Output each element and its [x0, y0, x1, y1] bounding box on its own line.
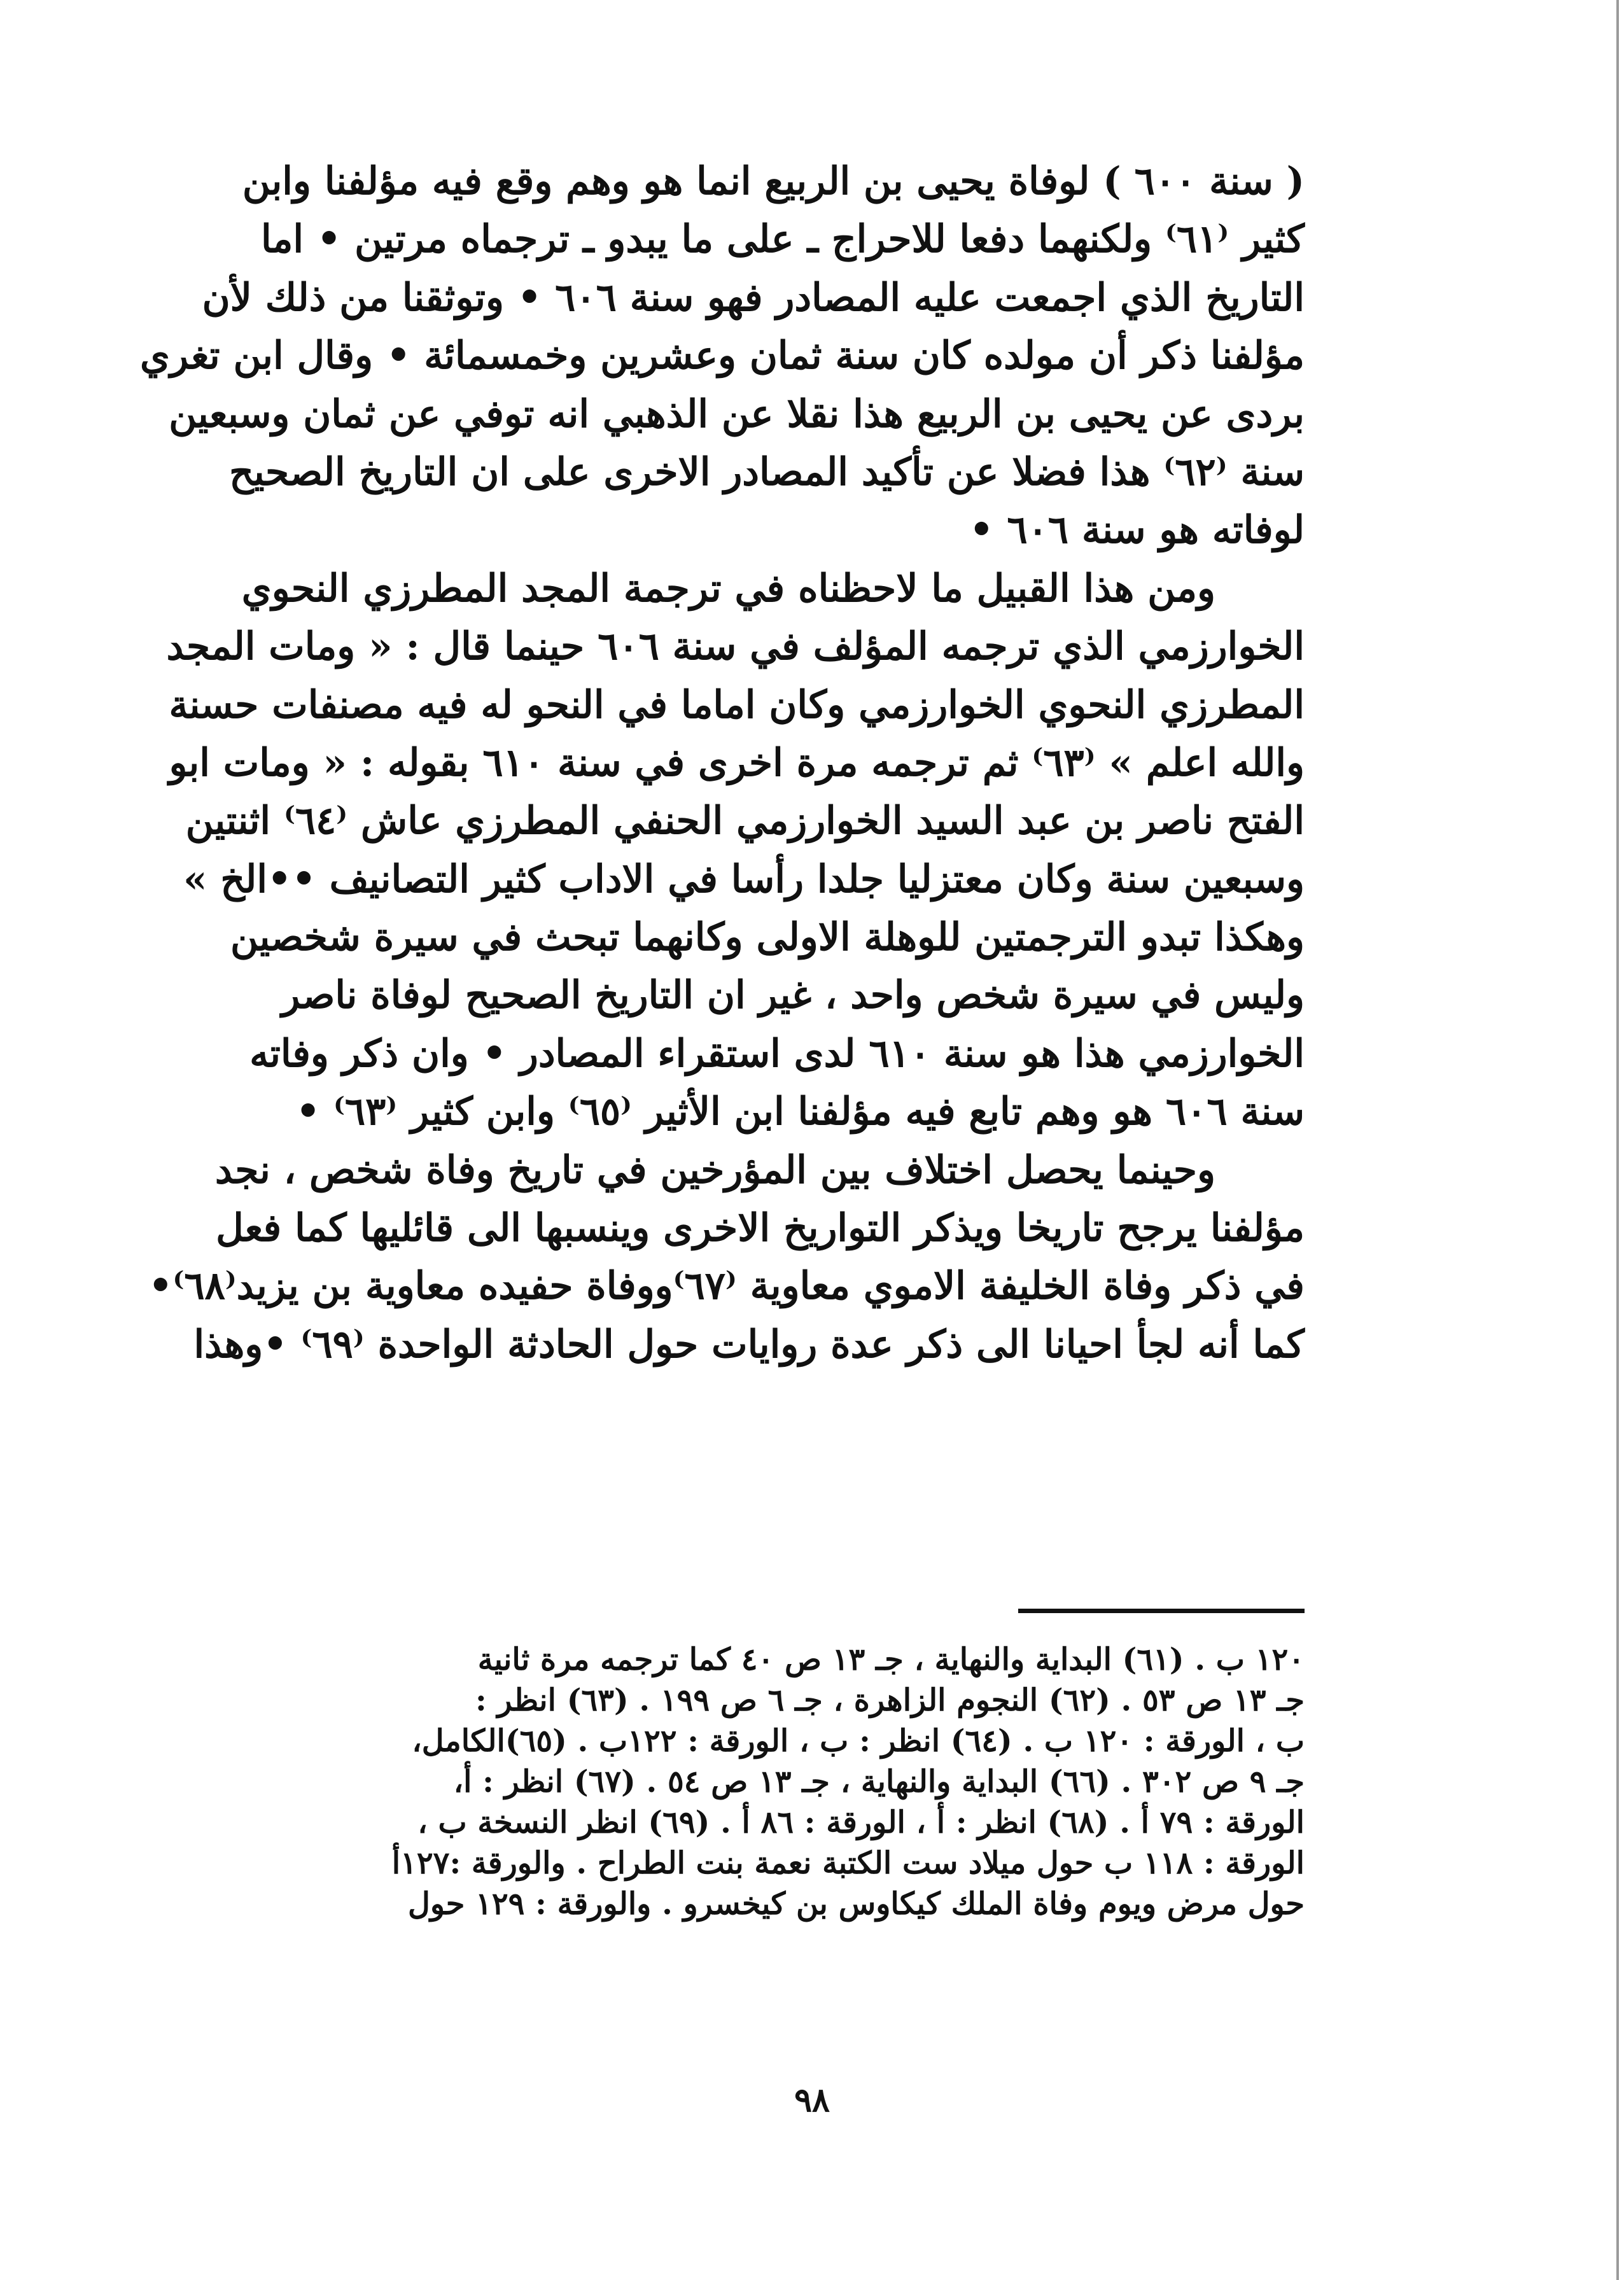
- text-line: الخوارزمي الذي ترجمه المؤلف في سنة ٦٠٦ حينما قال : « ومات المجد: [166, 624, 1305, 669]
- text-line: بردى عن يحيى بن الربيع هذا نقلا عن الذهبي انه توفي عن ثمان وسبعين: [169, 391, 1305, 437]
- text-line: كثير ⁽٦١⁾ ولكنهما دفعا للاحراج ـ على ما يبدو ـ ترجماه مرتين • اما: [260, 217, 1305, 262]
- footnote-line: ١٢٠ ب . (٦١) البداية والنهاية ، جـ ١٣ ص ٤٠ كما ترجمه مرة ثانية: [477, 1642, 1305, 1677]
- text-line: وحينما يحصل اختلاف بين المؤرخين في تاريخ وفاة شخص ، نجد: [214, 1147, 1215, 1192]
- text-line: والله اعلم » ⁽٦٣⁾ ثم ترجمه مرة اخرى في سنة ٦١٠ بقوله : « ومات ابو: [169, 740, 1305, 785]
- text-line: لوفاته هو سنة ٦٠٦ •: [969, 508, 1305, 553]
- text-line: ومن هذا القبيل ما لاحظناه في ترجمة المجد المطرزي النحوي: [241, 566, 1215, 611]
- text-line: الفتح ناصر بن عبد السيد الخوارزمي الحنفي المطرزي عاش ⁽٦٤⁾ اثنتين: [185, 799, 1305, 844]
- page-edge-line: [1616, 0, 1619, 2280]
- text-line: المطرزي النحوي الخوارزمي وكان اماما في النحو له فيه مصنفات حسنة: [169, 682, 1305, 727]
- page-number: ٩٨: [794, 2081, 830, 2120]
- text-line: وهكذا تبدو الترجمتين للوهلة الاولى وكانهما تبحث في سيرة شخصين: [230, 915, 1305, 960]
- text-line: وليس في سيرة شخص واحد ، غير ان التاريخ الصحيح لوفاة ناصر: [281, 973, 1305, 1018]
- footnote-line: حول مرض ويوم وفاة الملك كيكاوس بن كيخسرو . والورقة : ١٢٩ حول: [408, 1886, 1305, 1922]
- text-line: سنة ⁽٦٢⁾ هذا فضلا عن تأكيد المصادر الاخرى على ان التاريخ الصحيح: [229, 449, 1305, 494]
- text-line: الخوارزمي هذا هو سنة ٦١٠ لدى استقراء المصادر • وان ذكر وفاته: [249, 1031, 1305, 1076]
- paragraph-3: [148, 1142, 1305, 1374]
- text-line: ( سنة ٦٠٠ ) لوفاة يحيى بن الربيع انما هو وهم وقع فيه مؤلفنا وابن: [242, 159, 1305, 204]
- text-line: في ذكر وفاة الخليفة الاموي معاوية ⁽٦٧⁾ووفاة حفيده معاوية بن يزيد⁽٦٨⁾•: [148, 1264, 1305, 1309]
- main-text: [140, 153, 1305, 1374]
- text-line: مؤلفنا يرجح تاريخا ويذكر التواريخ الاخرى وينسبها الى قائليها كما فعل: [216, 1206, 1305, 1251]
- text-line: مؤلفنا ذكر أن مولده كان سنة ثمان وعشرين وخمسمائة • وقال ابن تغري: [140, 333, 1305, 379]
- paragraph-1: [140, 153, 1305, 560]
- footnote-line: الورقة : ١١٨ ب حول ميلاد ست الكتبة نعمة بنت الطراح . والورقة :١٢٧أ: [391, 1845, 1305, 1881]
- paragraph-2: [159, 560, 1305, 1142]
- footnote-line: جـ ١٣ ص ٥٣ . (٦٢) النجوم الزاهرة ، جـ ٦ ص ١٩٩ . (٦٣) انظر :: [475, 1682, 1305, 1718]
- text-line: التاريخ الذي اجمعت عليه المصادر فهو سنة ٦٠٦ • وتوثقنا من ذلك لأن: [202, 275, 1305, 320]
- text-line: وسبعين سنة وكان معتزليا جلدا رأسا في الاداب كثير التصانيف ••الخ »: [183, 857, 1305, 902]
- footnote-line: ب ، الورقة : ١٢٠ ب . (٦٤) انظر : ب ، الورقة : ١٢٢ب . (٦٥)الكامل،: [412, 1723, 1305, 1759]
- footnotes: [159, 1639, 1305, 1924]
- footnote-line: الورقة : ٧٩ أ . (٦٨) انظر : أ ، الورقة : ٨٦ أ . (٦٩) انظر النسخة ب ،: [417, 1805, 1305, 1840]
- footnote-divider: [1018, 1609, 1305, 1613]
- text-line: كما أنه لجأ احيانا الى ذكر عدة روايات حول الحادثة الواحدة ⁽٦٩⁾ •وهذا: [193, 1322, 1305, 1367]
- footnote-line: جـ ٩ ص ٣٠٢ . (٦٦) البداية والنهاية ، جـ ١٣ ص ٥٤ . (٦٧) انظر : أ،: [453, 1764, 1305, 1800]
- text-line: سنة ٦٠٦ هو وهم تابع فيه مؤلفنا ابن الأثير ⁽٦٥⁾ وابن كثير ⁽٦٣⁾ •: [295, 1089, 1305, 1135]
